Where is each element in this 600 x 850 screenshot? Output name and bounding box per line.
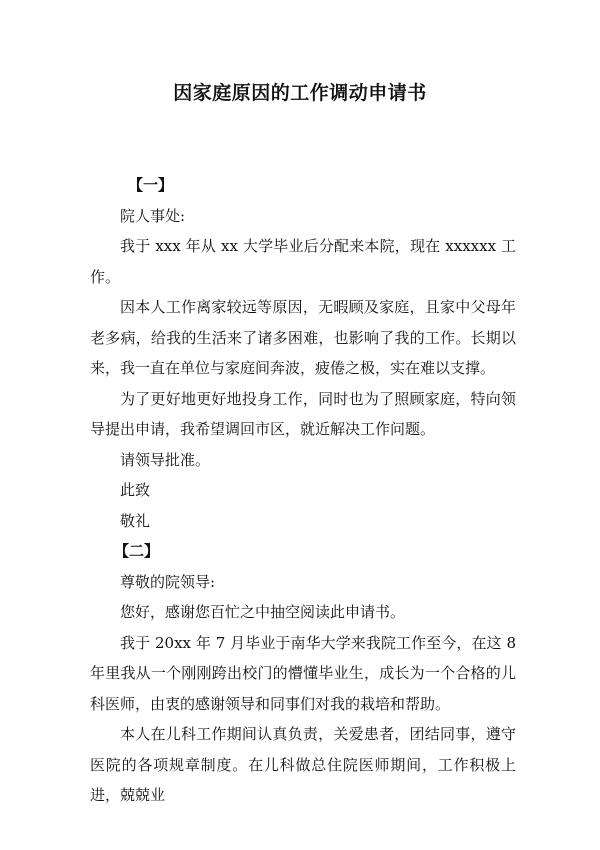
closing-salute: 敬礼 (120, 511, 151, 530)
closing-request: 请领导批准。 (120, 450, 211, 469)
paragraph: 因本人工作离家较远等原因，无暇顾及家庭，且家中父母年老多病，给我的生活来了诸多困难，也影响了我的工作。长期以来，我一直在单位与家庭间奔波，疲倦之极，实在难以支撑。 (90, 298, 516, 377)
paragraph: 本人在儿科工作期间认真负责，关爱患者，团结同事，遵守医院的各项规章制度。在儿科做总住院医师期间，工作积极上进，兢兢业 (90, 725, 516, 804)
section-heading-2: 【二】 (114, 542, 160, 560)
document-body (90, 170, 516, 811)
salutation-1: 院人事处: (120, 206, 186, 225)
closing-greeting: 此致 (120, 481, 151, 499)
paragraph: 您好，感谢您百忙之中抽空阅读此申请书。 (120, 603, 406, 621)
section-heading-1: 【一】 (128, 176, 174, 194)
paragraph: 为了更好地更好地投身工作，同时也为了照顾家庭，特向领导提出申请，我希望调回市区，就近解决工作问题。 (90, 389, 516, 438)
salutation-2: 尊敬的院领导: (120, 572, 216, 591)
paragraph: 我于 20xx 年 7 月毕业于南华大学来我院工作至今，在这 8 年里我从一个刚刚跨出校门的懵懂毕业生，成长为一个合格的儿科医师，由衷的感谢领导和同事们对我的栽培和帮助。 (90, 633, 516, 713)
paragraph: 我于 xxx 年从 xx 大学毕业后分配来本院，现在 xxxxxx 工作。 (90, 237, 516, 286)
document-title: 因家庭原因的工作调动申请书 (173, 82, 427, 104)
